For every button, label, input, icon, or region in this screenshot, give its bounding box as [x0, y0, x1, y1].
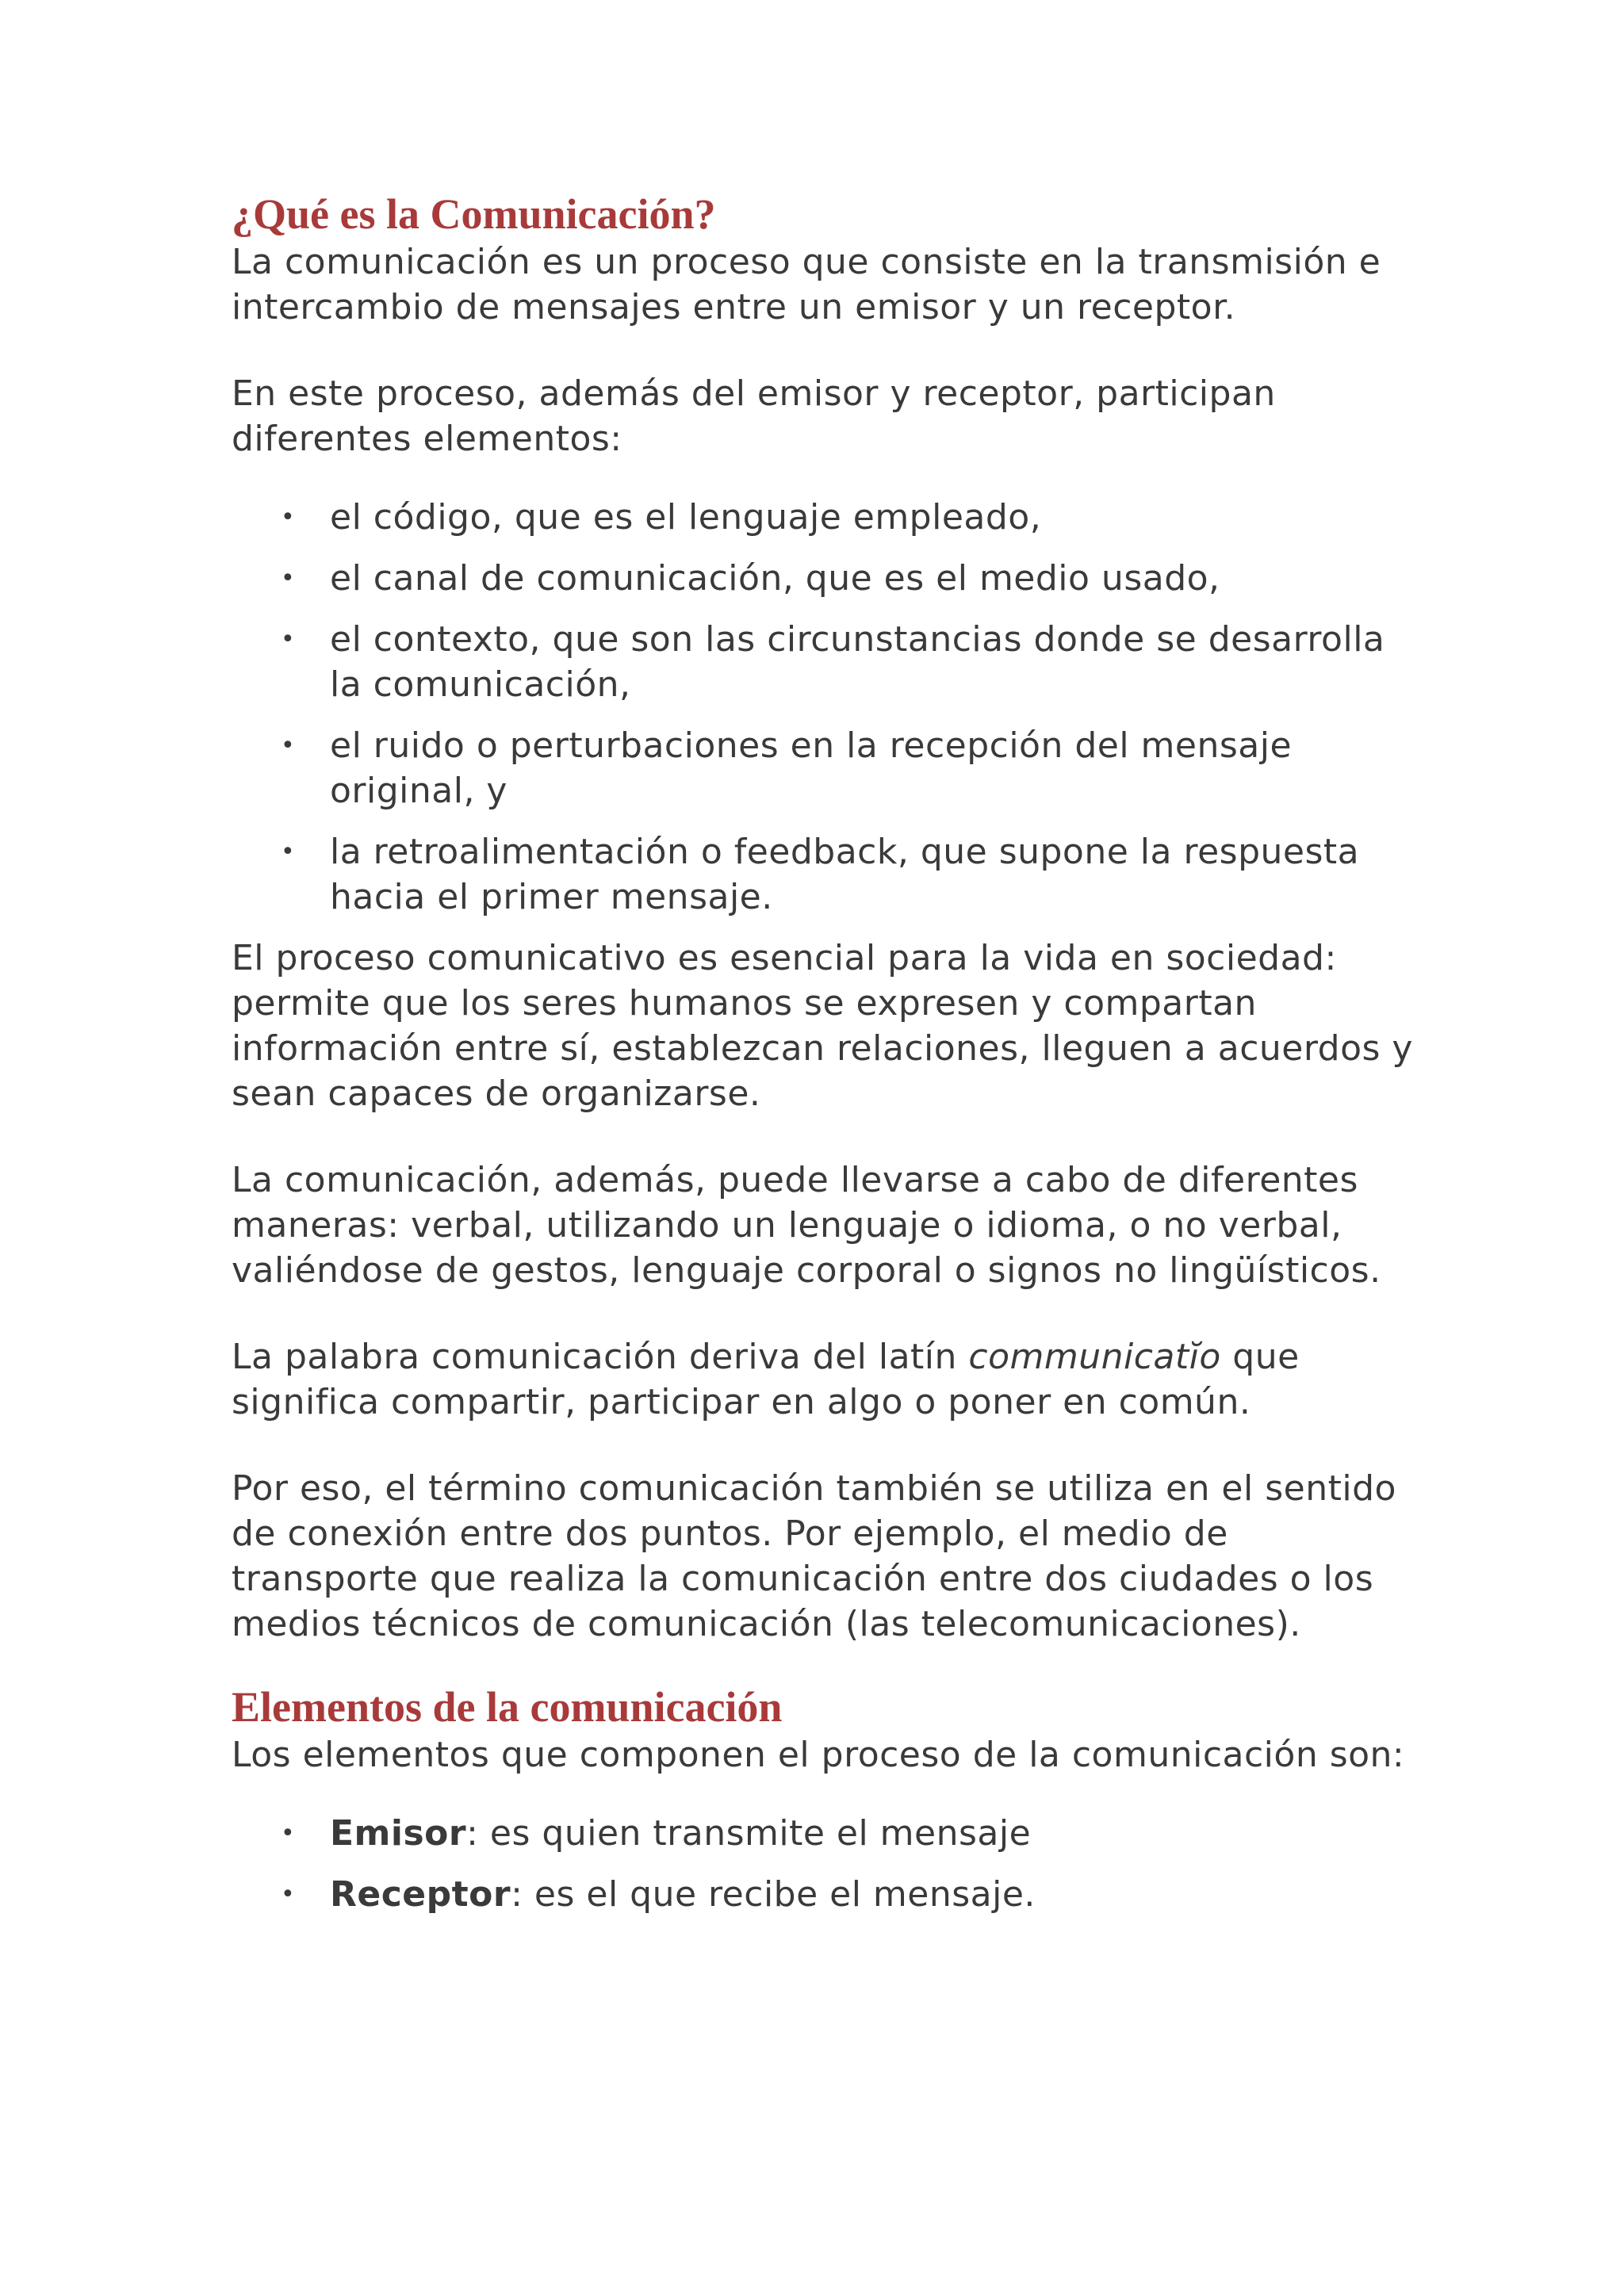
elements-components-paragraph: Los elementos que componen el proceso de la comunicación son:	[232, 1735, 1405, 1775]
list-item	[232, 1811, 1413, 1856]
list-item	[232, 1872, 1413, 1917]
bullet-icon: •	[281, 732, 296, 760]
bullet-icon: •	[281, 503, 296, 531]
definition-emisor: : es quien transmite el mensaje	[466, 1813, 1032, 1854]
section-title-que-es-comunicacion: ¿Qué es la Comunicación?	[232, 190, 716, 238]
components-list	[232, 1811, 1413, 1917]
list-item-text: el contexto, que son las circunstancias donde se desarrolla la comunicación,	[330, 619, 1385, 705]
ways-paragraph: La comunicación, además, puede llevarse a cabo de diferentes maneras: verbal, utilizando un lenguaje o idioma, o no verbal, valiéndose de gestos, lenguaje corporal o signos no lingüísticos.	[232, 1160, 1381, 1291]
bullet-icon: •	[281, 1820, 296, 1847]
term-emisor: Emisor	[330, 1813, 467, 1854]
elements-intro-paragraph: En este proceso, además del emisor y receptor, participan diferentes elementos:	[232, 373, 1276, 459]
document-body	[232, 189, 1413, 1933]
list-item	[232, 723, 1413, 813]
latin-word: communicatĭo	[968, 1337, 1221, 1377]
connection-paragraph: Por eso, el término comunicación también se utiliza en el sentido de conexión entre dos puntos. Por ejemplo, el medio de transporte que realiza la comunicación entre dos ciudades o los medios técnicos de comunicación (las telecomunicaciones).	[232, 1468, 1396, 1644]
etymology-paragraph	[232, 1334, 1413, 1425]
etymology-text-after: que significa compartir, participar en algo o poner en común.	[232, 1337, 1300, 1422]
etymology-text-before: La palabra comunicación deriva del latín	[232, 1337, 969, 1377]
list-item-text: el ruido o perturbaciones en la recepción del mensaje original, y	[330, 725, 1293, 811]
term-receptor: Receptor	[330, 1874, 511, 1915]
list-item	[232, 829, 1413, 920]
society-paragraph: El proceso comunicativo es esencial para la vida en sociedad: permite que los seres humanos se expresen y compartan información entre sí, establezcan relaciones, lleguen a acuerdos y sean capaces de organizarse.	[232, 938, 1413, 1114]
list-item-text: la retroalimentación o feedback, que supone la respuesta hacia el primer mensaje.	[330, 832, 1360, 917]
section-title-elementos: Elementos de la comunicación	[232, 1683, 783, 1731]
list-item	[232, 556, 1413, 601]
definition-receptor: : es el que recibe el mensaje.	[511, 1874, 1036, 1915]
bullet-icon: •	[281, 838, 296, 866]
list-item-text: el canal de comunicación, que es el medio usado,	[330, 558, 1220, 599]
list-item	[232, 617, 1413, 707]
list-item	[232, 495, 1413, 540]
bullet-icon: •	[281, 626, 296, 653]
list-item-text: el código, que es el lenguaje empleado,	[330, 497, 1042, 538]
elements-list	[232, 495, 1413, 920]
intro-paragraph: La comunicación es un proceso que consiste en la transmisión e intercambio de mensajes entre un emisor y un receptor.	[232, 242, 1381, 327]
bullet-icon: •	[281, 1881, 296, 1908]
bullet-icon: •	[281, 564, 296, 592]
